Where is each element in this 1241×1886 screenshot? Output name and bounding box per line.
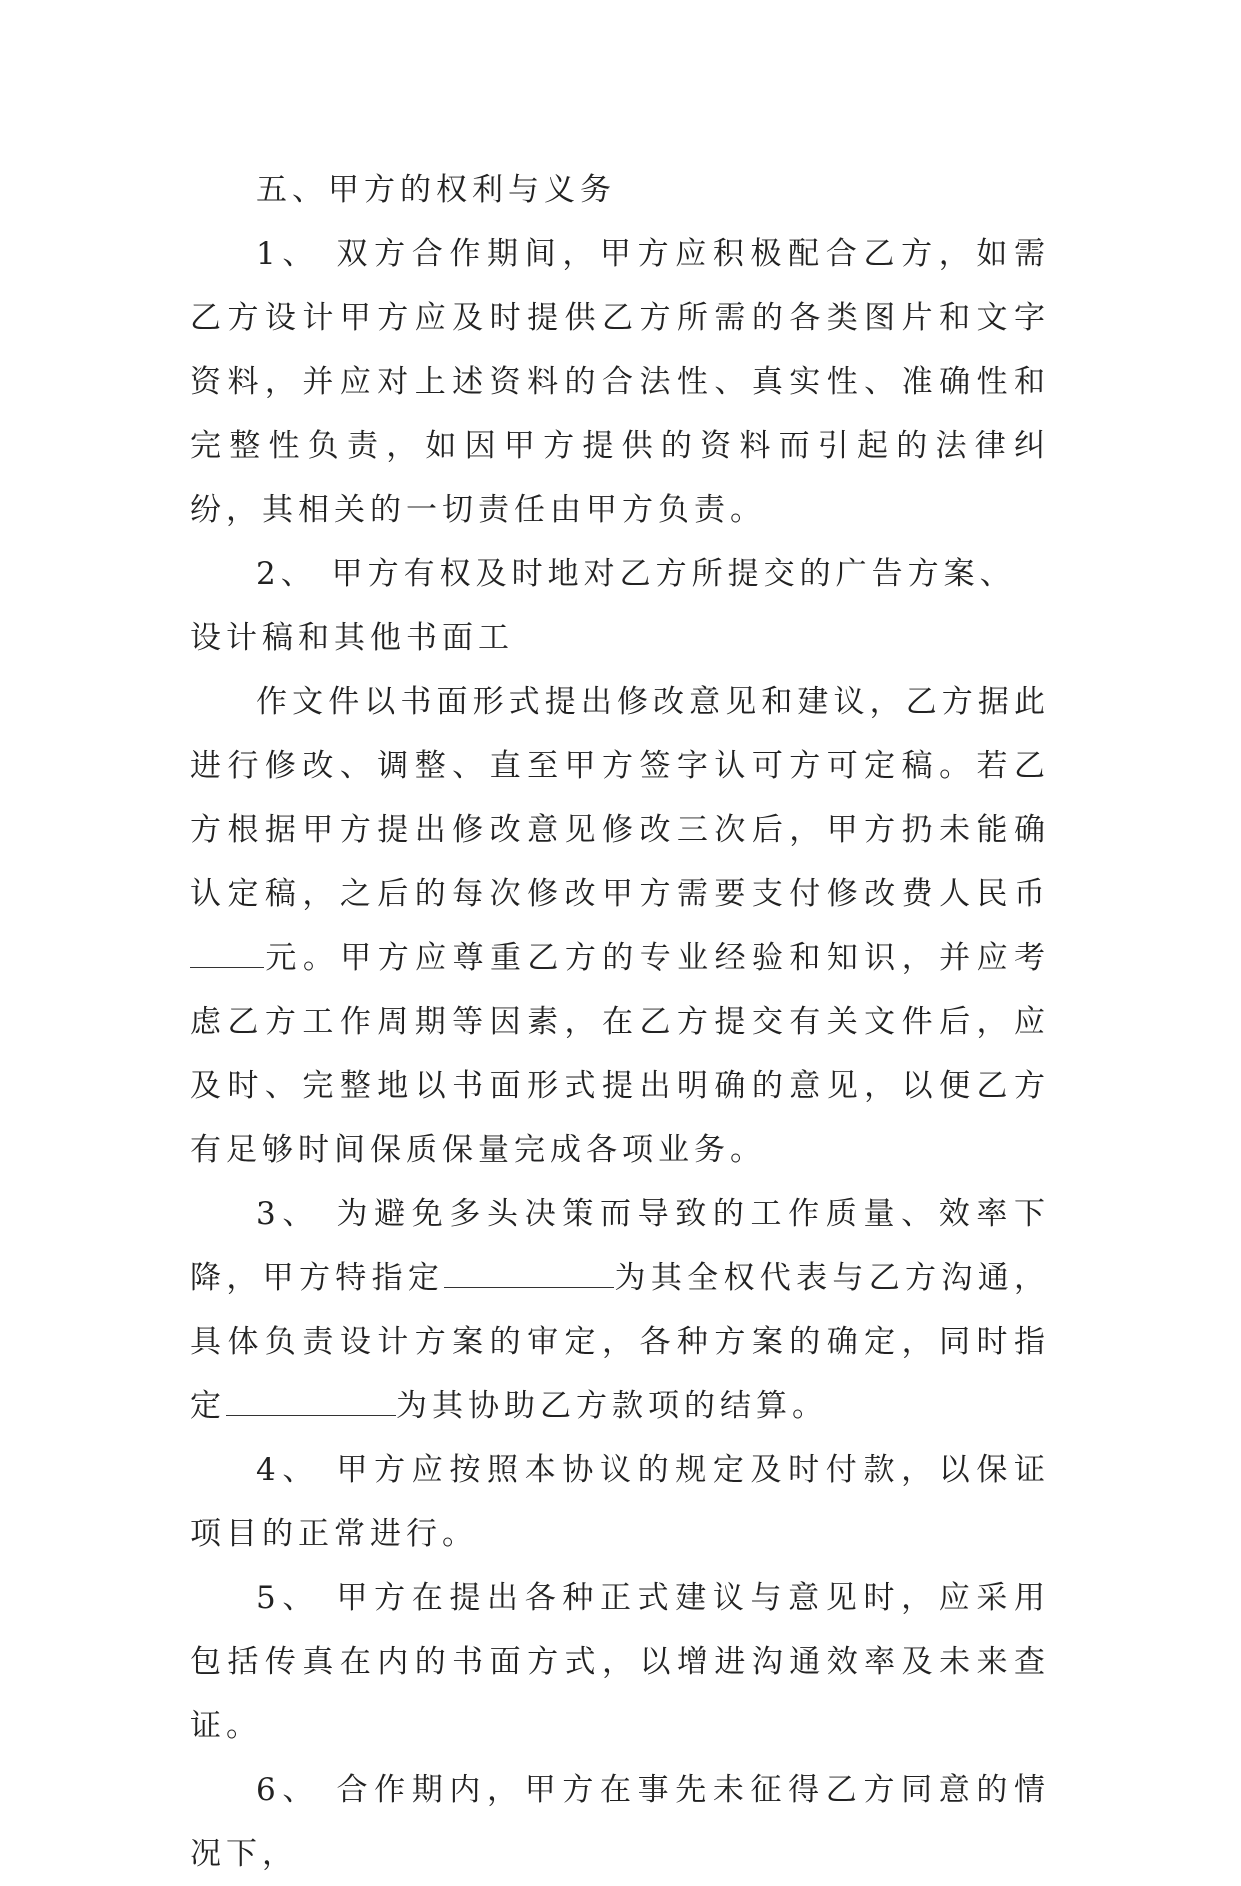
- clause-2-continued-text-b: 元。甲方应尊重乙方的专业经验和知识，并应考虑乙方工作周期等因素，在乙方提交有关文件后，应及时、完整地以书面形式提出明确的意见，以便乙方有足够时间保质保量完成各项业务。: [190, 940, 1050, 1168]
- clause-2-continued-text-a: 作文件以书面形式提出修改意见和建议，乙方据此进行修改、调整、直至甲方签字认可方可定稿。若乙方根据甲方提出修改意见修改三次后，甲方扔未能确认定稿，之后的每次修改甲方需要支付修改费人民币: [190, 684, 1050, 912]
- clause-3: [190, 1182, 1050, 1438]
- settlement-contact-blank: [226, 1391, 396, 1416]
- representative-blank: [444, 1263, 614, 1288]
- section-heading: 五、甲方的权利与义务: [256, 172, 616, 208]
- clause-3-text-a: 3、 为避免多头决策而导致的工作质量、效率下降，甲方特指定: [190, 1196, 1050, 1296]
- fee-amount-blank: [190, 943, 264, 968]
- clause-4: 4、 甲方应按照本协议的规定及时付款，以保证项目的正常进行。: [190, 1452, 1050, 1552]
- clause-5: 5、 甲方在提出各种正式建议与意见时，应采用包括传真在内的书面方式，以增进沟通效率及未来查证。: [190, 1580, 1050, 1744]
- clause-3-text-c: 为其协助乙方款项的结算。: [396, 1388, 828, 1424]
- clause-3-text-b: 为其全权代表与乙方沟通，具体负责设计方案的审定，各种方案的确定，同时指定: [190, 1260, 1051, 1424]
- clause-1: 1、 双方合作期间，甲方应积极配合乙方，如需乙方设计甲方应及时提供乙方所需的各类图片和文字资料，并应对上述资料的合法性、真实性、准确性和完整性负责，如因甲方提供的资料而引起的法律纠纷，其相关的一切责任由甲方负责。: [190, 236, 1050, 528]
- clause-2-continued: [190, 670, 1050, 1182]
- document-body: [190, 158, 1050, 1886]
- clause-6: 6、 合作期内，甲方在事先未征得乙方同意的情况下，: [190, 1772, 1050, 1872]
- clause-2: 2、 甲方有权及时地对乙方所提交的广告方案、设计稿和其他书面工: [190, 556, 1016, 656]
